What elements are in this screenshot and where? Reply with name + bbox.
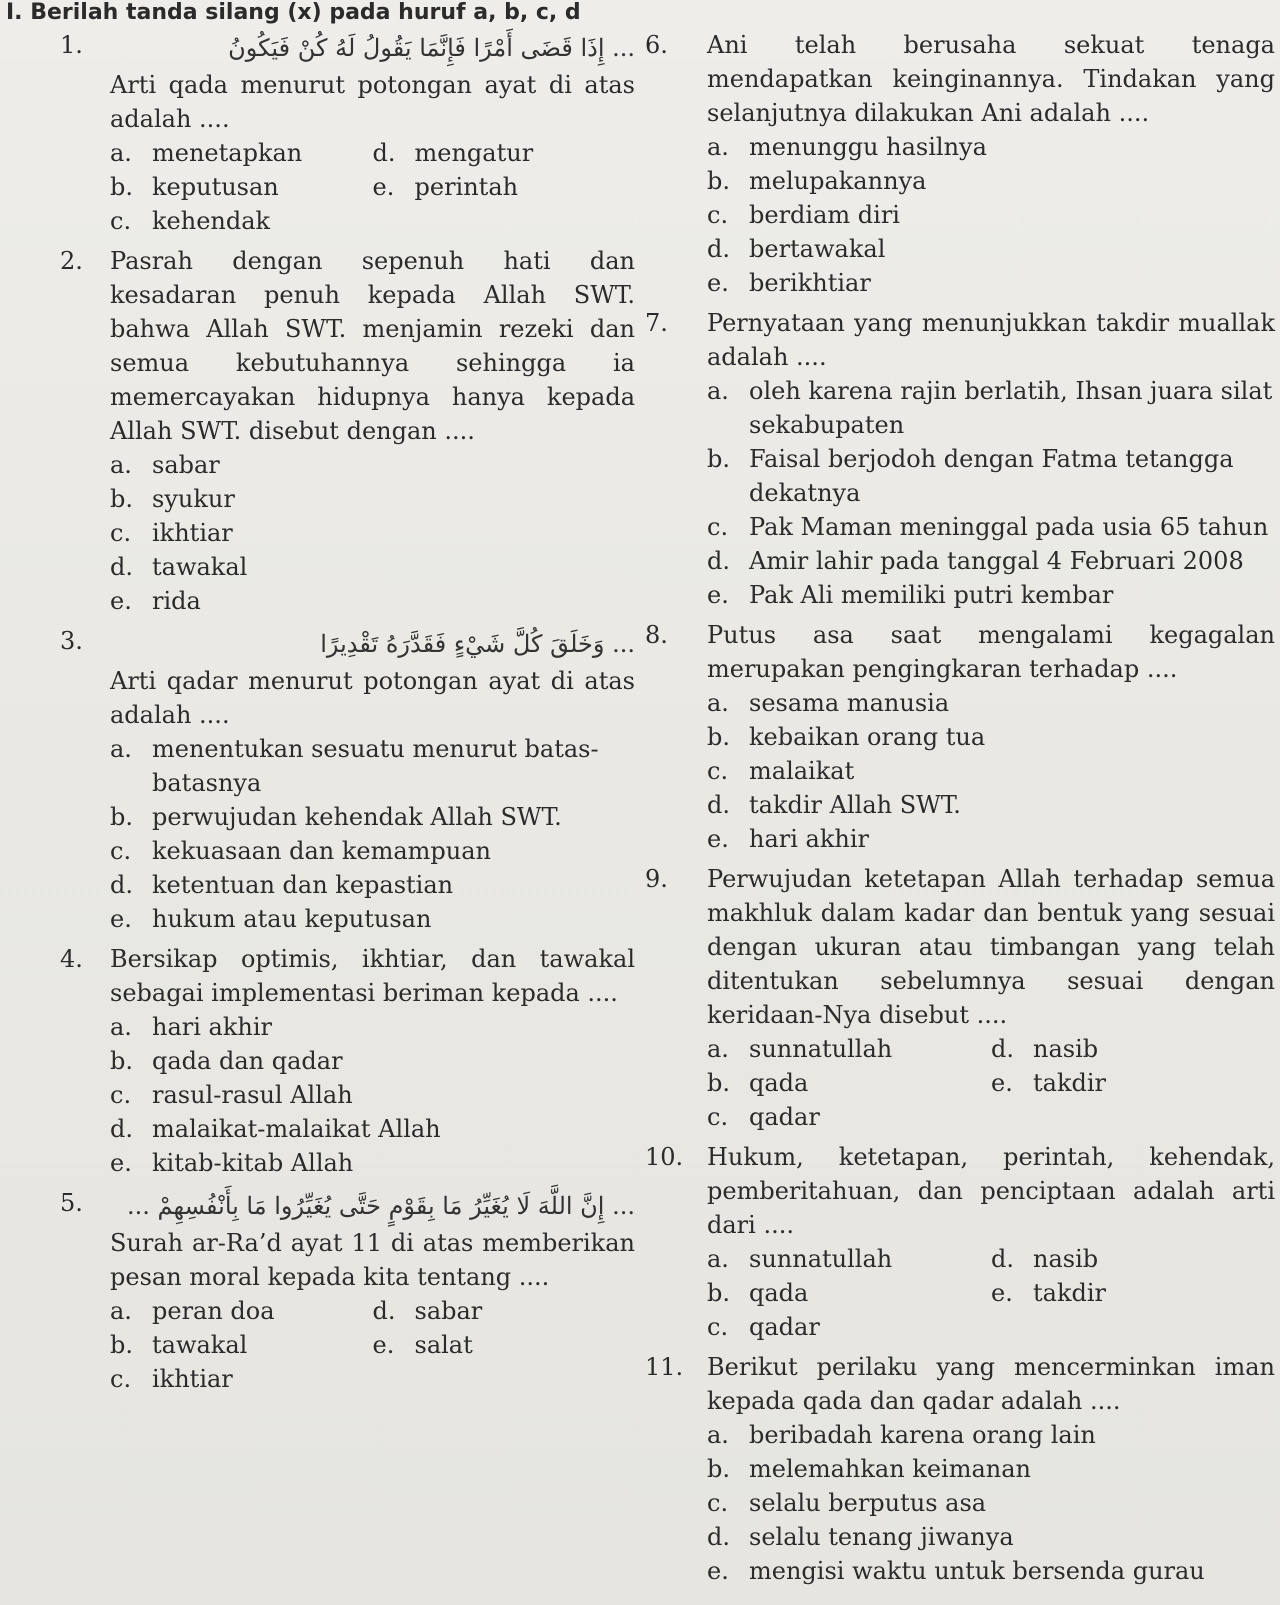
option-text: menetapkan xyxy=(152,139,303,167)
option-text: qada dan qadar xyxy=(152,1047,343,1075)
answer-options xyxy=(110,136,635,238)
answer-options xyxy=(707,374,1275,612)
option-text: menunggu hasilnya xyxy=(749,133,987,161)
option-text: keputusan xyxy=(152,173,279,201)
answer-option[interactable] xyxy=(707,754,1275,788)
answer-option[interactable] xyxy=(110,550,635,584)
answer-option[interactable] xyxy=(707,442,1275,510)
option-letter: e. xyxy=(110,1149,132,1177)
answer-option[interactable] xyxy=(707,578,1275,612)
option-text: ikhtiar xyxy=(152,519,233,547)
answer-option[interactable] xyxy=(707,232,1275,266)
answer-option[interactable] xyxy=(373,1328,636,1362)
answer-option[interactable] xyxy=(991,1066,1275,1100)
option-text: menentukan sesuatu menurut batas-batasnya xyxy=(152,735,599,797)
answer-option[interactable] xyxy=(110,1294,373,1328)
answer-option[interactable] xyxy=(110,868,635,902)
answer-options xyxy=(707,1242,1275,1344)
option-text: sesama manusia xyxy=(749,689,950,717)
answer-option[interactable] xyxy=(707,1066,991,1100)
option-text: tawakal xyxy=(152,553,248,581)
option-text: kitab-kitab Allah xyxy=(152,1149,354,1177)
answer-option[interactable] xyxy=(110,170,373,204)
option-letter: d. xyxy=(707,235,730,263)
left-column xyxy=(60,28,635,1402)
question-8 xyxy=(645,618,1275,856)
question-number: 9. xyxy=(645,865,668,893)
question-number: 2. xyxy=(60,247,83,275)
option-letter: c. xyxy=(707,757,729,785)
option-letter: c. xyxy=(707,1489,729,1517)
answer-option[interactable] xyxy=(110,1044,635,1078)
option-letter: e. xyxy=(110,905,132,933)
option-letter: e. xyxy=(707,1557,729,1585)
option-text: ketentuan dan kepastian xyxy=(152,871,454,899)
instruction-header: I. Berilah tanda silang (x) pada huruf a, b, c, d xyxy=(6,0,581,25)
option-letter: b. xyxy=(707,445,730,473)
option-text: malaikat xyxy=(749,757,855,785)
question-stem: Arti qada menurut potongan ayat di atas adalah .... xyxy=(110,71,635,133)
option-letter: c. xyxy=(110,207,132,235)
option-text: qada xyxy=(749,1069,809,1097)
answer-option[interactable] xyxy=(707,1100,991,1134)
question-number: 4. xyxy=(60,945,83,973)
question-5 xyxy=(60,1186,635,1396)
answer-option[interactable] xyxy=(110,1146,635,1180)
answer-options xyxy=(110,448,635,618)
option-text: mengisi waktu untuk bersenda gurau xyxy=(749,1557,1205,1585)
option-letter: b. xyxy=(707,1069,730,1097)
question-1 xyxy=(60,28,635,238)
question-number: 7. xyxy=(645,309,668,337)
option-letter: d. xyxy=(991,1035,1014,1063)
answer-option[interactable] xyxy=(991,1276,1275,1310)
answer-option[interactable] xyxy=(373,170,636,204)
answer-option[interactable] xyxy=(110,584,635,618)
option-text: kehendak xyxy=(152,207,271,235)
answer-option[interactable] xyxy=(991,1242,1275,1276)
question-stem: Putus asa saat mengalami kegagalan merupakan pengingkaran terhadap .... xyxy=(707,621,1275,683)
question-number: 11. xyxy=(645,1353,684,1381)
option-text: nasib xyxy=(1033,1035,1099,1063)
option-letter: a. xyxy=(707,377,729,405)
question-number: 1. xyxy=(60,31,83,59)
question-3 xyxy=(60,624,635,936)
option-text: takdir xyxy=(1033,1279,1107,1307)
option-letter: c. xyxy=(110,1081,132,1109)
answer-option[interactable] xyxy=(110,732,635,800)
option-text: malaikat-malaikat Allah xyxy=(152,1115,441,1143)
answer-option[interactable] xyxy=(707,1486,1275,1520)
option-text: perintah xyxy=(414,173,519,201)
option-text: peran doa xyxy=(152,1297,275,1325)
answer-option[interactable] xyxy=(707,686,1275,720)
answer-option[interactable] xyxy=(991,1032,1275,1066)
answer-option[interactable] xyxy=(707,1418,1275,1452)
option-letter: b. xyxy=(110,803,133,831)
option-text: selalu berputus asa xyxy=(749,1489,987,1517)
answer-option[interactable] xyxy=(707,510,1275,544)
option-letter: c. xyxy=(110,519,132,547)
option-letter: d. xyxy=(707,791,730,819)
question-stem: Pernyataan yang menunjukkan takdir muallak adalah .... xyxy=(707,309,1275,371)
option-letter: e. xyxy=(707,825,729,853)
question-7 xyxy=(645,306,1275,612)
question-number: 6. xyxy=(645,31,668,59)
answer-option[interactable] xyxy=(110,1078,635,1112)
answer-options xyxy=(110,732,635,936)
option-letter: c. xyxy=(707,1313,729,1341)
option-letter: a. xyxy=(707,1035,729,1063)
option-text: tawakal xyxy=(152,1331,248,1359)
answer-option[interactable] xyxy=(707,164,1275,198)
answer-option[interactable] xyxy=(110,136,373,170)
option-text: melemahkan keimanan xyxy=(749,1455,1032,1483)
question-9 xyxy=(645,862,1275,1134)
answer-option[interactable] xyxy=(110,516,635,550)
question-number: 10. xyxy=(645,1143,684,1171)
option-text: beribadah karena orang lain xyxy=(749,1421,1096,1449)
option-letter: d. xyxy=(110,871,133,899)
option-text: qada xyxy=(749,1279,809,1307)
arabic-verse: ... إِذَا قَضَى أَمْرًا فَإِنَّمَا يَقُولُ لَهُ كُنْ فَيَكُونُ xyxy=(228,34,635,62)
option-letter: d. xyxy=(707,1523,730,1551)
option-text: Pak Ali memiliki putri kembar xyxy=(749,581,1114,609)
answer-option[interactable] xyxy=(707,1554,1275,1588)
answer-option[interactable] xyxy=(110,1010,635,1044)
option-letter: b. xyxy=(707,1279,730,1307)
option-letter: a. xyxy=(110,1013,132,1041)
answer-option[interactable] xyxy=(110,1328,373,1362)
option-letter: d. xyxy=(372,1297,396,1325)
answer-options xyxy=(110,1294,635,1396)
question-10 xyxy=(645,1140,1275,1344)
question-2 xyxy=(60,244,635,618)
question-4 xyxy=(60,942,635,1180)
option-letter: b. xyxy=(707,723,730,751)
option-letter: e. xyxy=(372,173,395,201)
option-letter: c. xyxy=(707,201,729,229)
question-stem: Berikut perilaku yang mencerminkan iman kepada qada dan qadar adalah .... xyxy=(707,1353,1275,1415)
option-text: hukum atau keputusan xyxy=(152,905,432,933)
answer-option[interactable] xyxy=(707,198,1275,232)
option-text: takdir xyxy=(1033,1069,1107,1097)
answer-option[interactable] xyxy=(110,1112,635,1146)
question-number: 3. xyxy=(60,627,83,655)
option-text: bertawakal xyxy=(749,235,886,263)
option-letter: b. xyxy=(110,1331,133,1359)
question-stem: Surah ar-Ra’d ayat 11 di atas memberikan pesan moral kepada kita tentang .... xyxy=(110,1229,635,1291)
option-text: sunnatullah xyxy=(749,1245,893,1273)
answer-option[interactable] xyxy=(110,834,635,868)
answer-option[interactable] xyxy=(707,266,1275,300)
option-text: oleh karena rajin berlatih, Ihsan juara silat sekabupaten xyxy=(749,377,1273,439)
option-text: qadar xyxy=(749,1313,820,1341)
option-text: Amir lahir pada tanggal 4 Februari 2008 xyxy=(749,547,1244,575)
option-text: perwujudan kehendak Allah SWT. xyxy=(152,803,562,831)
option-letter: b. xyxy=(707,1455,730,1483)
answer-options xyxy=(707,130,1275,300)
option-text: sabar xyxy=(414,1297,483,1325)
answer-option[interactable] xyxy=(707,788,1275,822)
option-letter: c. xyxy=(707,1103,729,1131)
question-6 xyxy=(645,28,1275,300)
arabic-verse: ... وَخَلَقَ كُلَّ شَيْءٍ فَقَدَّرَهُ تَقْدِيرًا xyxy=(320,630,635,658)
option-letter: c. xyxy=(110,837,132,865)
option-letter: a. xyxy=(110,451,132,479)
option-letter: e. xyxy=(707,269,729,297)
answer-option[interactable] xyxy=(707,1242,991,1276)
question-stem: Arti qadar menurut potongan ayat di atas adalah .... xyxy=(110,667,635,729)
answer-option[interactable] xyxy=(707,1520,1275,1554)
arabic-verse: ... إِنَّ اللَّهَ لَا يُغَيِّرُ مَا بِقَوْمٍ حَتَّى يُغَيِّرُوا مَا بِأَنْفُسِهِمْ ... xyxy=(127,1192,635,1220)
option-letter: b. xyxy=(110,1047,133,1075)
option-letter: a. xyxy=(707,1245,729,1273)
answer-option[interactable] xyxy=(707,1276,991,1310)
option-letter: d. xyxy=(110,1115,133,1143)
question-stem: Hukum, ketetapan, perintah, kehendak, pemberitahuan, dan penciptaan adalah arti dari .... xyxy=(707,1143,1275,1239)
option-letter: e. xyxy=(372,1331,395,1359)
answer-option[interactable] xyxy=(707,544,1275,578)
option-text: sunnatullah xyxy=(749,1035,893,1063)
option-letter: d. xyxy=(991,1245,1014,1273)
answer-option[interactable] xyxy=(707,374,1275,442)
option-text: nasib xyxy=(1033,1245,1099,1273)
question-stem: Bersikap optimis, ikhtiar, dan tawakal sebagai implementasi beriman kepada .... xyxy=(110,945,635,1007)
option-text: qadar xyxy=(749,1103,820,1131)
option-text: salat xyxy=(414,1331,473,1359)
option-text: Faisal berjodoh dengan Fatma tetangga dekatnya xyxy=(749,445,1234,507)
answer-option[interactable] xyxy=(707,822,1275,856)
answer-option[interactable] xyxy=(110,1362,373,1396)
answer-option[interactable] xyxy=(110,448,635,482)
question-stem: Pasrah dengan sepenuh hati dan kesadaran penuh kepada Allah SWT. bahwa Allah SWT. menjamin rezeki dan semua kebutuhannya sehingga ia memercayakan hidupnya hanya kepada Allah SWT. disebut dengan .... xyxy=(110,247,635,445)
option-letter: d. xyxy=(372,139,396,167)
answer-options xyxy=(707,1032,1275,1134)
option-text: mengatur xyxy=(414,139,534,167)
answer-option[interactable] xyxy=(707,720,1275,754)
option-text: berdiam diri xyxy=(749,201,900,229)
answer-option[interactable] xyxy=(707,130,1275,164)
option-text: takdir Allah SWT. xyxy=(749,791,961,819)
option-text: ikhtiar xyxy=(152,1365,233,1393)
question-11 xyxy=(645,1350,1275,1588)
option-letter: a. xyxy=(707,1421,729,1449)
option-letter: c. xyxy=(110,1365,132,1393)
option-letter: c. xyxy=(707,513,729,541)
right-column xyxy=(645,28,1275,1594)
option-letter: a. xyxy=(707,689,729,717)
option-letter: d. xyxy=(110,553,133,581)
question-number: 5. xyxy=(60,1189,83,1217)
option-text: selalu tenang jiwanya xyxy=(749,1523,1014,1551)
option-letter: b. xyxy=(707,167,730,195)
option-letter: a. xyxy=(110,735,132,763)
option-letter: e. xyxy=(991,1069,1013,1097)
answer-option[interactable] xyxy=(373,1294,636,1328)
question-stem: Ani telah berusaha sekuat tenaga mendapatkan keinginannya. Tindakan yang selanjutnya dilakukan Ani adalah .... xyxy=(707,31,1275,127)
option-text: rida xyxy=(152,587,201,615)
option-letter: b. xyxy=(110,173,133,201)
answer-options xyxy=(110,1010,635,1180)
answer-option[interactable] xyxy=(110,204,373,238)
option-letter: a. xyxy=(110,139,132,167)
question-number: 8. xyxy=(645,621,668,649)
answer-options xyxy=(707,686,1275,856)
option-letter: e. xyxy=(707,581,729,609)
answer-option[interactable] xyxy=(707,1032,991,1066)
answer-option[interactable] xyxy=(110,482,635,516)
option-letter: a. xyxy=(707,133,729,161)
answer-option[interactable] xyxy=(373,136,636,170)
option-text: melupakannya xyxy=(749,167,927,195)
option-text: hari akhir xyxy=(152,1013,272,1041)
option-text: berikhtiar xyxy=(749,269,871,297)
option-text: kekuasaan dan kemampuan xyxy=(152,837,491,865)
option-letter: e. xyxy=(991,1279,1013,1307)
option-text: syukur xyxy=(152,485,235,513)
question-stem: Perwujudan ketetapan Allah terhadap semua makhluk dalam kadar dan bentuk yang sesuai dengan ukuran atau timbangan yang telah ditentukan sebelumnya sesuai dengan keridaan-Nya disebut .... xyxy=(707,865,1275,1029)
answer-option[interactable] xyxy=(707,1452,1275,1486)
option-text: hari akhir xyxy=(749,825,869,853)
option-letter: b. xyxy=(110,485,133,513)
answer-options xyxy=(707,1418,1275,1588)
option-letter: e. xyxy=(110,587,132,615)
answer-option[interactable] xyxy=(707,1310,991,1344)
answer-option[interactable] xyxy=(110,800,635,834)
option-letter: a. xyxy=(110,1297,132,1325)
option-text: sabar xyxy=(152,451,220,479)
answer-option[interactable] xyxy=(110,902,635,936)
option-text: Pak Maman meninggal pada usia 65 tahun xyxy=(749,513,1269,541)
option-letter: d. xyxy=(707,547,730,575)
option-text: rasul-rasul Allah xyxy=(152,1081,353,1109)
option-text: kebaikan orang tua xyxy=(749,723,986,751)
